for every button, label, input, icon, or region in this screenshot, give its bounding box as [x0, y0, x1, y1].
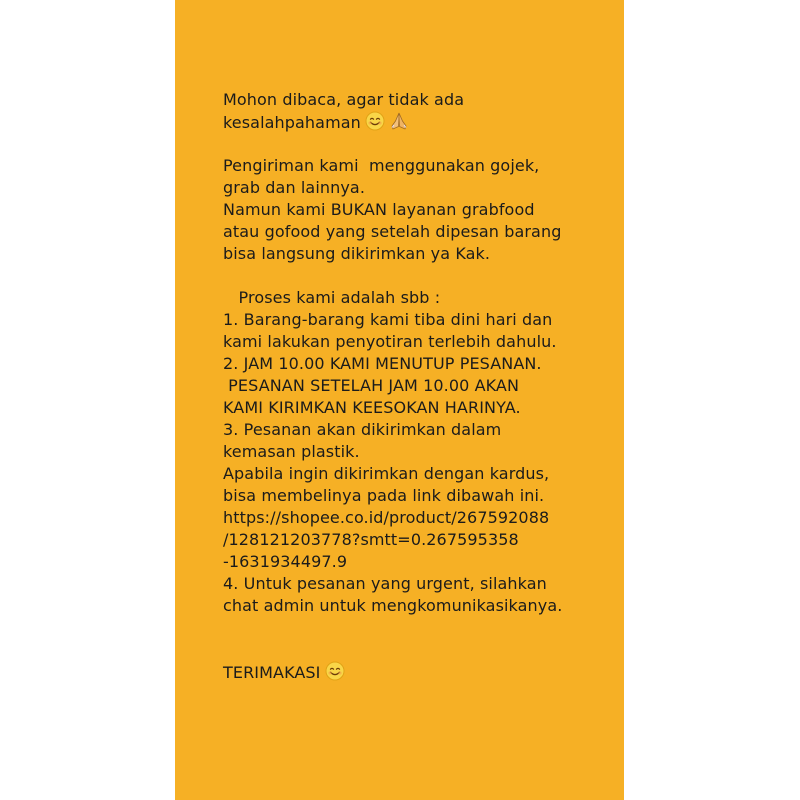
shopee-link-line-1: https://shopee.co.id/product/267592088: [223, 508, 550, 527]
delivery-line-5: bisa langsung dikirimkan ya Kak.: [223, 244, 491, 263]
process-line-8: Apabila ingin dikirimkan dengan kardus,: [223, 464, 550, 483]
process-line-9: bisa membelinya pada link dibawah ini.: [223, 486, 545, 505]
spacer: [223, 265, 613, 287]
process-line-14: chat admin untuk mengkomunikasikanya.: [223, 596, 563, 615]
delivery-line-2: grab dan lainnya.: [223, 178, 366, 197]
intro-line-1: Mohon dibaca, agar tidak ada: [223, 90, 465, 109]
delivery-line-1: Pengiriman kami menggunakan gojek,: [223, 156, 540, 175]
smiling-face-icon: [325, 661, 345, 681]
delivery-line-3: Namun kami BUKAN layanan grabfood: [223, 200, 535, 219]
process-line-7: kemasan plastik.: [223, 442, 360, 461]
story-text: [223, 89, 613, 683]
smiling-face-icon: [365, 111, 385, 131]
process-line-4: PESANAN SETELAH JAM 10.00 AKAN: [223, 376, 520, 395]
process-title: Proses kami adalah sbb :: [223, 288, 441, 307]
spacer: [223, 639, 613, 661]
closing-line: [223, 661, 613, 683]
spacer: [223, 617, 613, 639]
process-line-6: 3. Pesanan akan dikirimkan dalam: [223, 420, 502, 439]
delivery-line-4: atau gofood yang setelah dipesan barang: [223, 222, 562, 241]
intro-line-2: [223, 111, 613, 133]
shopee-link-line-2: /128121203778?smtt=0.267595358: [223, 530, 519, 549]
intro-line-2-text: kesalahpahaman: [223, 113, 361, 132]
process-line-1: 1. Barang-barang kami tiba dini hari dan: [223, 310, 553, 329]
folded-hands-icon: [389, 111, 409, 131]
process-line-3: 2. JAM 10.00 KAMI MENUTUP PESANAN.: [223, 354, 542, 373]
closing-text: TERIMAKASI: [223, 663, 321, 682]
process-line-5: KAMI KIRIMKAN KEESOKAN HARINYA.: [223, 398, 521, 417]
shopee-link-line-3: -1631934497.9: [223, 552, 348, 571]
story-card: [175, 0, 624, 800]
process-line-13: 4. Untuk pesanan yang urgent, silahkan: [223, 574, 547, 593]
spacer: [223, 133, 613, 155]
process-line-2: kami lakukan penyotiran terlebih dahulu.: [223, 332, 557, 351]
